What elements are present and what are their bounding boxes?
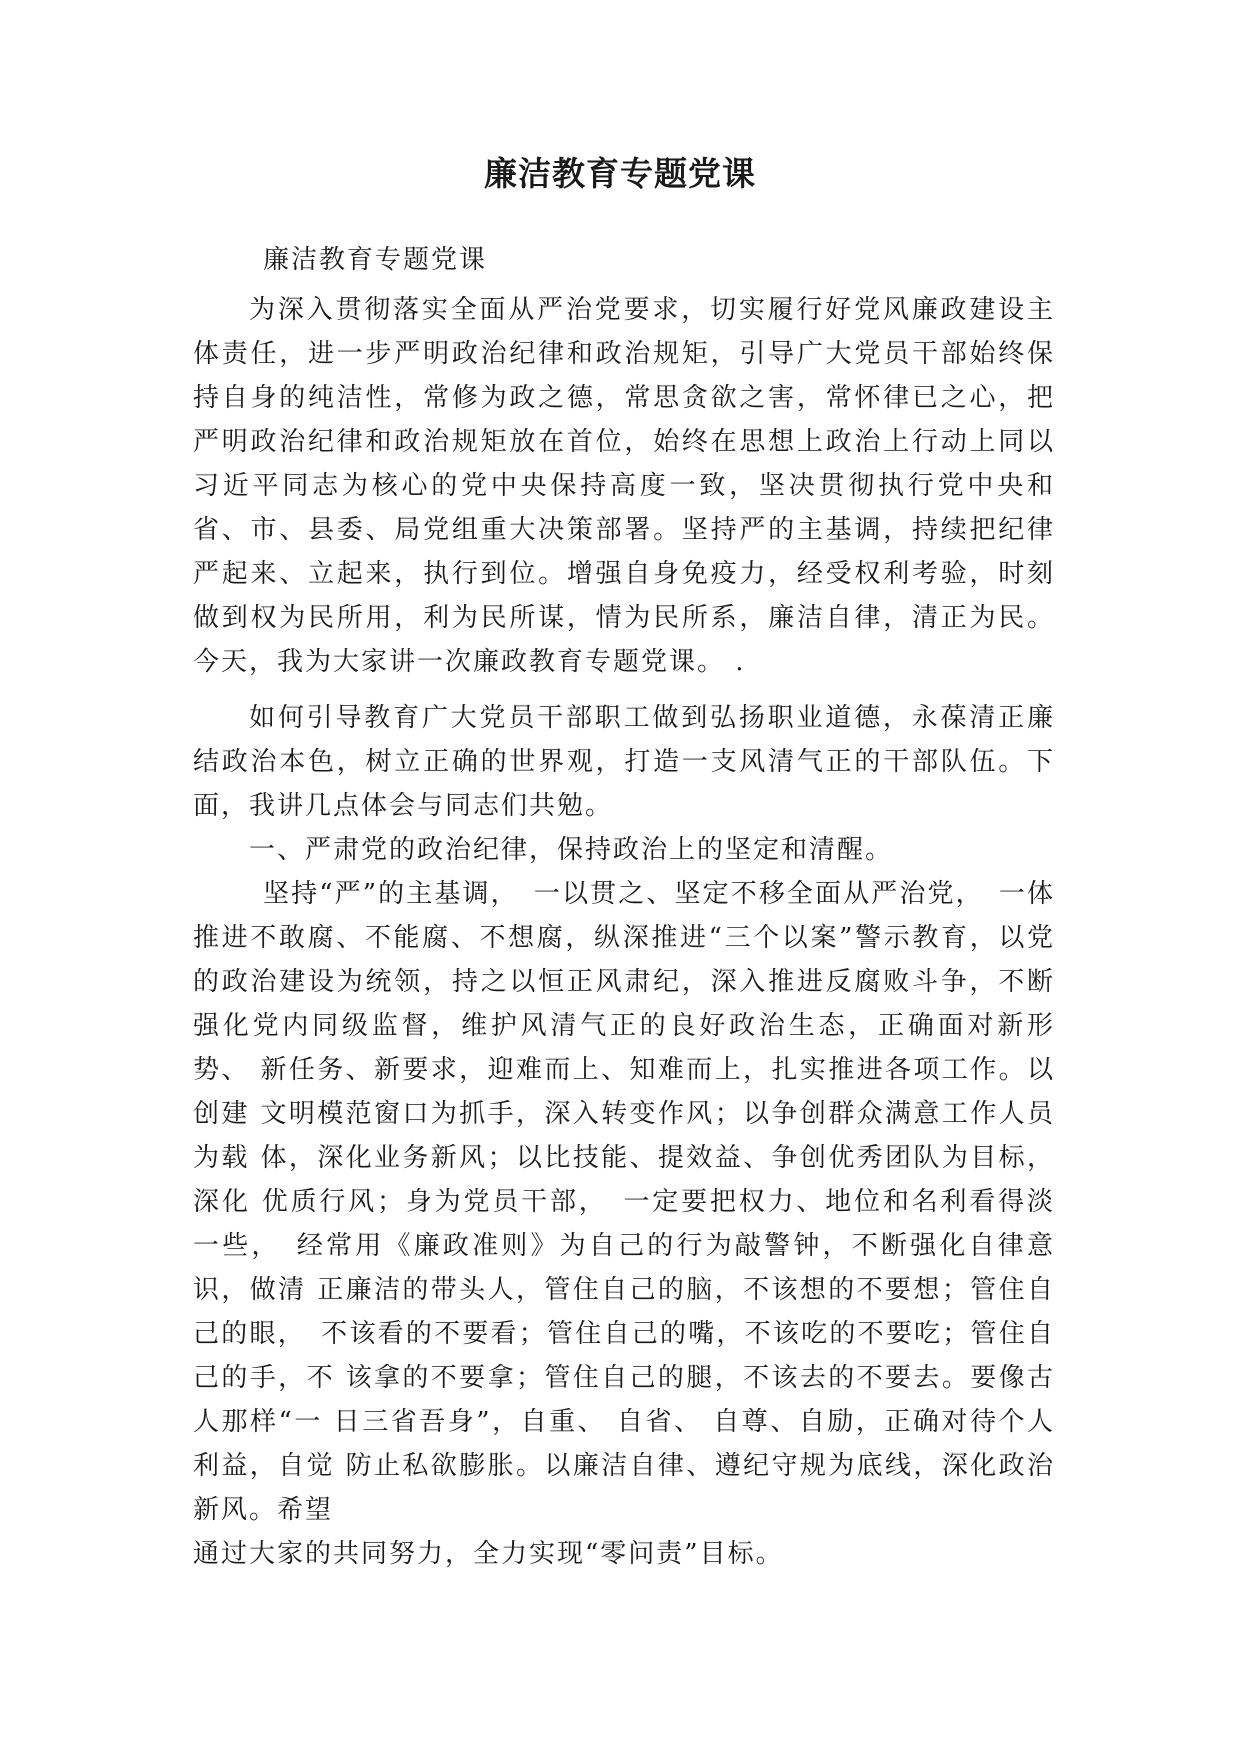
paragraph-closing: 通过大家的共同努力，全力实现“零问责”目标。 [193, 1539, 784, 1569]
paragraph-intro: 为深入贯彻落实全面从严治党要求，切实履行好党风廉政建设主体责任，进一步严明政治纪律和政治规矩，引导广大党员干部始终保持自身的纯洁性，常修为政之德，常思贪欲之害，常怀律已之心，把严明政治纪律和政治规矩放在首位，始终在思想上政治上行动上同以习近平同志为核心的党中央保持高度一致，坚决贯彻执行党中央和省、市、县委、局党组重大决策部署。坚持严的主基调，持续把纪律严起来、立起来，执行到位。增强自身免疫力，经受权利考验，时刻做到权为民所用，利为民所谋，情为民所系，廉洁自律，清正为民。今天，我为大家讲一次廉政教育专题党课。 . [193, 295, 1055, 677]
paragraph-purpose: 如何引导教育广大党员干部职工做到弘扬职业道德，永葆清正廉结政治本色，树立正确的世界观，打造一支风清气正的干部队伍。下面，我讲几点体会与同志们共勉。 [193, 703, 1055, 821]
document-subtitle: 廉洁教育专题党课 [263, 245, 488, 275]
paragraph-section-1: 坚持“严”的主基调， 一以贯之、坚定不移全面从严治党， 一体推进不敢腐、不能腐、不想腐，纵深推进“三个以案”警示教育，以党的政治建设为统领，持之以恒正风肃纪，深入推进反腐败斗争，不断强化党内同级监督，维护风清气正的良好政治生态，正确面对新形势、 新任务、新要求，迎难而上、知难而上，扎实推进各项工作。以创建 文明模范窗口为抓手，深入转变作风；以争创群众满意工作人员为载 体，深化业务新风；以比技能、提效益、争创优秀团队为目标，深化 优质行风；身为党员干部， 一定要把权力、地位和名利看得淡一些， 经常用《廉政准则》为自己的行为敲警钟，不断强化自律意识，做清 正廉洁的带头人，管住自己的脑，不该想的不要想；管住自己的眼， 不该看的不要看；管住自己的嘴，不该吃的不要吃；管住自己的手，不 该拿的不要拿；管住自己的腿，不该去的不要去。要像古人那样“一 日三省吾身”，自重、 自省、 自尊、自励，正确对待个人利益，自觉 防止私欲膨胀。以廉洁自律、遵纪守规为底线，深化政治新风。希望 [193, 879, 1055, 1525]
document-body [193, 238, 1055, 1576]
document-title: 廉洁教育专题党课 [484, 154, 756, 193]
section-heading-1: 一、严肃党的政治纪律，保持政治上的坚定和清醒。 [249, 835, 894, 865]
